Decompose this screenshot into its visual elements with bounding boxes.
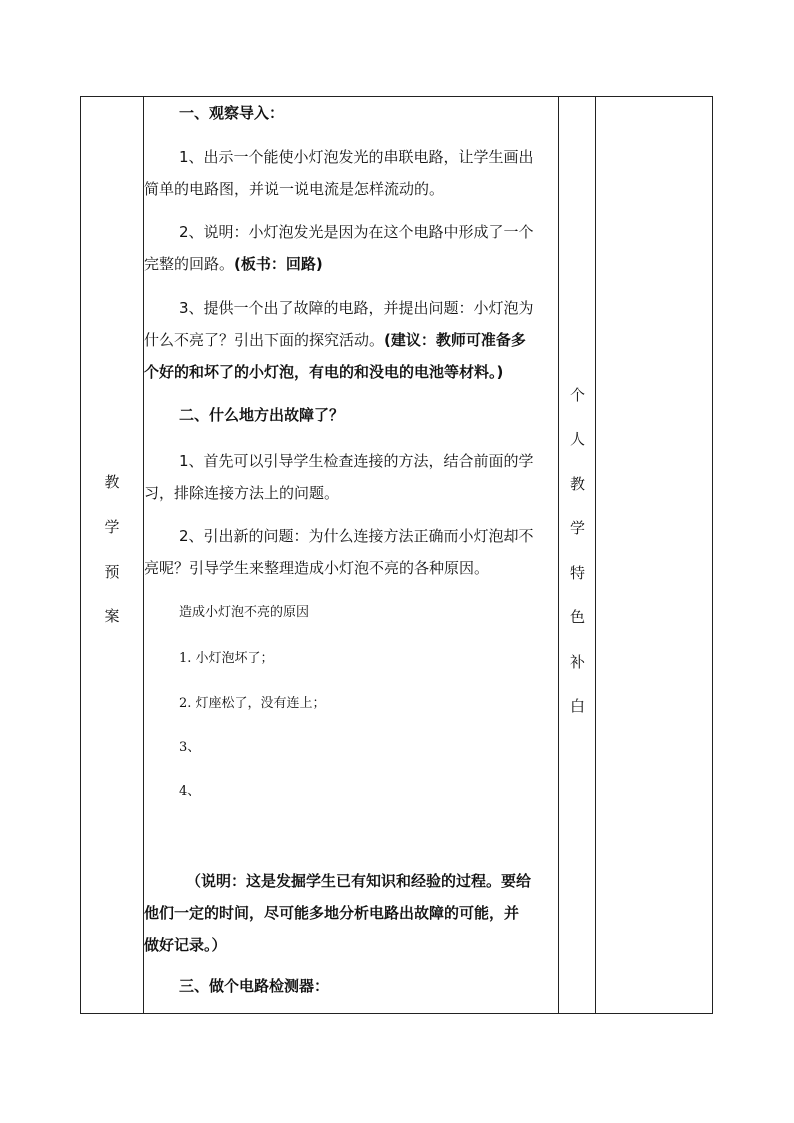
label-char: 预 bbox=[104, 563, 120, 581]
paragraph-line: 亮呢？引导学生来整理造成小灯泡不亮的各种原因。 bbox=[144, 559, 490, 577]
label-char: 补 bbox=[569, 653, 585, 671]
paragraph-line bbox=[144, 331, 549, 350]
paragraph-text: 完整的回路。 bbox=[144, 255, 235, 273]
label-char: 人 bbox=[569, 430, 585, 448]
lesson-plan-table bbox=[80, 96, 713, 1014]
paragraph-line: 2、引出新的问题：为什么连接方法正确而小灯泡却不 bbox=[179, 527, 534, 545]
paragraph-line: 习，排除连接方法上的问题。 bbox=[144, 484, 340, 502]
note-line: 他们一定的时间，尽可能多地分析电路出故障的可能，并 bbox=[144, 904, 520, 922]
reason-item: 3、 bbox=[179, 740, 201, 755]
board-note: (板书：回路) bbox=[234, 255, 323, 273]
personal-notes-label bbox=[559, 97, 596, 1013]
paragraph-line: 1、首先可以引导学生检查连接的方法，结合前面的学 bbox=[179, 452, 534, 470]
paragraph-line bbox=[144, 255, 549, 274]
label-char: 白 bbox=[569, 697, 585, 715]
reason-item: 1. 小灯泡坏了； bbox=[179, 651, 274, 666]
paragraph-line: 1、出示一个能使小灯泡发光的串联电路，让学生画出 bbox=[179, 148, 534, 166]
teacher-suggestion-line: 个好的和坏了的小灯泡，有电的和没电的电池等材料。) bbox=[144, 363, 504, 381]
reason-item: 2. 灯座松了，没有连上； bbox=[179, 696, 326, 711]
section1-heading: 一、观察导入： bbox=[179, 104, 285, 122]
paragraph-text: 什么不亮了？引出下面的探究活动。 bbox=[144, 331, 385, 349]
teaching-plan-label bbox=[81, 97, 143, 1013]
label-char: 特 bbox=[569, 564, 585, 582]
paragraph-line: 3、提供一个出了故障的电路，并提出问题：小灯泡为 bbox=[179, 299, 534, 317]
label-char: 案 bbox=[104, 607, 120, 625]
label-char: 教 bbox=[569, 475, 585, 493]
reason-item: 4、 bbox=[179, 784, 201, 799]
lesson-content bbox=[144, 97, 558, 1013]
teacher-suggestion: (建议：教师可准备多 bbox=[384, 331, 526, 349]
section3-heading: 三、做个电路检测器： bbox=[179, 977, 330, 995]
label-char: 个 bbox=[569, 386, 585, 404]
reasons-title: 造成小灯泡不亮的原因 bbox=[179, 605, 310, 620]
label-char: 色 bbox=[569, 608, 585, 626]
note-line: 做好记录。） bbox=[144, 936, 227, 954]
paragraph-line: 简单的电路图，并说一说电流是怎样流动的。 bbox=[144, 180, 445, 198]
label-char: 学 bbox=[569, 519, 585, 537]
label-char: 学 bbox=[104, 518, 120, 536]
paragraph-line: 2、说明：小灯泡发光是因为在这个电路中形成了一个 bbox=[179, 223, 534, 241]
note-line: （说明：这是发掘学生已有知识和经验的过程。要给 bbox=[186, 872, 532, 890]
section2-heading: 二、什么地方出故障了？ bbox=[179, 406, 345, 424]
label-char: 教 bbox=[104, 473, 120, 491]
